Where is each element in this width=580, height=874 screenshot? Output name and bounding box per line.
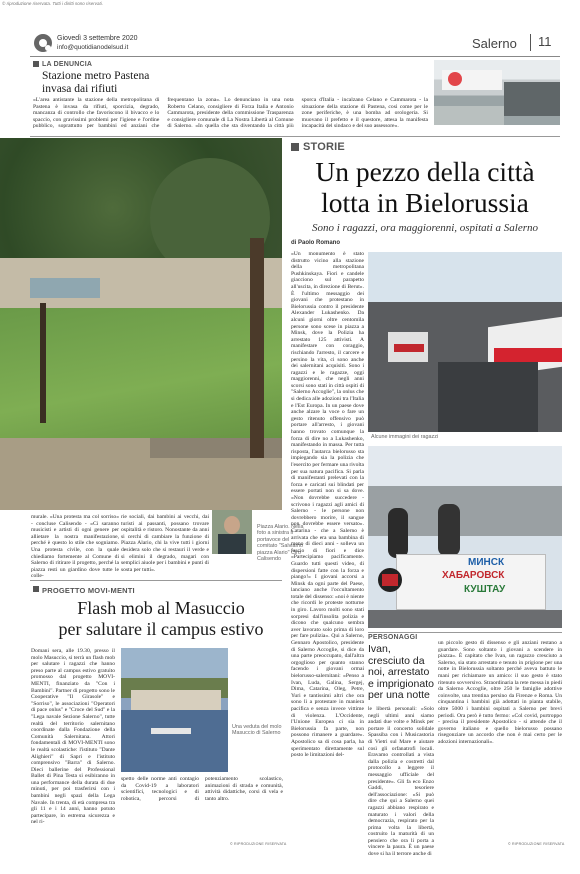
photo-caption-3: Alcune immagini dei ragazzi bbox=[371, 434, 439, 440]
sidebar-body-2: un piccolo gesto di dissenso e gli anziani restano a guardare. Sono soltanto i giovani a scendere in piazza». È capitato che Ivan, un ragazzo cresciuto a Salerno, sia stato arrestato e tenuto in prigione per una notte in Bielorussia soltanto perché aveva battuto le mani per richiamare un amico: il suo gesto è stato ritenuto sovversivo. Straordinaria la rete messa in piedi da Salerno Accoglie, oltre 250 le famiglie adottive coinvolte, una trentina persino da Firenze e Roma. Un cinquantina i bambini già adottati in pianta stabile, oltre 5000 i bambini ospitati a Salerno per brevi periodi. Ora però è tutto fermo: «Col covid, purtroppo - precisa il presidente Apostolico - si attende che il governo italiano e quello bielorusso possano risegonziare un accordo che non è mai certo per le adozioni internazionali». bbox=[438, 640, 562, 745]
article-body-3: «Un monumento è stato distrutto vicino alla stazione della metropolitana Pushkinskaya. Fiori e candele giacciono sul parapetto all'uscita, in direzione di Berut». È l'ultimo messaggio dei giovani che protestano in Bielorussia contro il presidente Alexander Lukashenko. Da alcuni giorni oltre centomila persone sono scese in piazza a Minsk, dove la Polizia ha arrestato 125 attivisti. A manifestare con coraggio, rischiando l'arresto, il carcere e persino la vita, ci sono anche dei salernitani acquisiti. Sono i ragazzi e le ragazze, oggi maggiorenni, che negli anni scorsi sono stati in città ospiti di "Salerno Accoglie", la onlus che si dedica alle adozioni tra l'Italia e l'Est Europa. In un paese dove anche alzare la voce o fare un gesto ritenuto offensivo può portare all'arresto, i giovani hanno trovato comunque la forza di dire no a Lukashenko, manifestando in massa. Per tutta risposta, l'autarca bielorusso sta impiegando sia la polizia che l'esercito per fermare una rivolta per sua natura pacifica. Si parla di manifestanti prelevati con la forza e caricati sui blindati per essere portati non si sa dove. «Non dovrebbe succedere - scrivono i ragazzi agli amici di Salerno - le persone non dovrebbero morire, il sangue non dovrebbe essere versato». Catarina - che a Salerno è arrivata che era una bambina di meno di dieci anni - solleva un fascio di fiori e dice «Partecipiamo pacificamente. Guardo tutti questi video, di dispersioni fatte con la forza e piango!» I giovani accorsi a Minsk da ogni parte del Paese, lanciano anche l'occultamento totale del dissenso: «noi è niente che ricordi le proteste notturne in giro. Lavoro molti sono stati sorpresi dall'insolita polizia e dicono che qualcuno sembra aver lavorato solo prima di loro per fare pulizia». Qui a Salerno, Gennaro Apostolico, presidente di Salerno Accoglie, si dice da una parte preoccupato, dall'altra orgoglioso per quanto stanno facendo i giovani ormai bielorusso-salernitani: «Penso a Ivan, Luda, Galina, Sergej, Dima, Catarina, Oleg, Petre, Yuri e tantissimi altri che ora sono lì a protestare in maniera pacifica e senza invece vittime di violenza. L'Occidente, l'Unione Europea ci sia in Bielorussia fa parte, non possono rimanere a guardare». Apostolico sa di cosa parla, ha sperimentato direttamente sul posto le limitazioni del- bbox=[291, 251, 364, 759]
publisher-email[interactable]: info@quotidianodelsud.it bbox=[57, 44, 129, 51]
page-number: 11 bbox=[538, 34, 552, 49]
header-divider bbox=[530, 34, 531, 51]
section-rule-3 bbox=[368, 632, 562, 633]
article-kicker-2: PROGETTO MOVI-MENTI bbox=[42, 586, 135, 595]
article-kicker: LA DENUNCIA bbox=[42, 61, 93, 68]
article-continuation: murale. «Una protesta ma col sorriso» - concluse Calisendo - «Ci saranno musicisti e artisti di ogni genere per allietare la nostra manifestazione, perché è questo lo stile che sogniamo. Una protesta civile, con la quale chiediamo fortemente al Comune di Salerno di ritirare il progetto, perché la piazza resti un giardino dove tutte le colle- bbox=[31, 514, 119, 580]
article-headline-3: Un pezzo della città lotta in Bielorussia bbox=[315, 156, 535, 218]
protest-sign-minsk: МИНСК bbox=[468, 557, 505, 568]
copyright-notice: © riproduzione riservata. Tutti i diritti sono riservati. bbox=[2, 1, 104, 6]
protest-sign-kushtau: КУШТАУ bbox=[464, 584, 506, 595]
protest-photo-2 bbox=[368, 446, 562, 628]
protest-photo-1 bbox=[368, 252, 562, 432]
photo-caption-2: Una veduta del molo Masuccio di Salerno bbox=[232, 724, 282, 737]
article-body: «L'area antistante la stazione della metropolitana di Pastena è invasa da rifiuti, sporcizia, degrado, mancanza di controllo che favoriscono il bivacco e lo spaccio, con gravissimi problemi per l'igiene e l'ordine pubblico, soprattutto per bambini ed anziani che frequentano la zona». Lo denunciano in una nota Roberto Celano, consigliere di Forza Italia e Antonio Cammarota, presidente della commissione Trasparenza e consigliere comunale di La Nostra Libertà al Comune di Salerno. «In quella che sta diventando la città più sporca d'Italia - incalzano Celano e Cammarota - la situazione della stazione di Pastena, così come per le zone periferiche, è una bomba ad orologeria. Si muovano il prefetto e il questore, attesa la manifesta incapacità del sindaco e del suo assessore». bbox=[33, 97, 428, 130]
portrait-photo bbox=[212, 510, 252, 554]
article-kicker-3: STORIE bbox=[303, 141, 345, 153]
issue-date: Giovedì 3 settembre 2020 bbox=[57, 35, 138, 42]
sidebar-headline: Ivan, cresciuto da noi, arrestato e imprigionato per una notte bbox=[368, 643, 434, 701]
copyright-mark: © RIPRODUZIONE RISERVATA bbox=[230, 842, 287, 846]
sidebar-kicker: PERSONAGGI bbox=[368, 634, 418, 641]
metro-station-photo bbox=[434, 60, 560, 125]
article-headline: Stazione metro Pastena invasa dai rifiuti bbox=[42, 70, 150, 95]
sidebar-body: le libertà personali: «Solo negli ultimi anni siamo andati due volte e Minsk per portare il concerto solidale Spassiba con i Musicastoria di Vietri sul Mare e aiutare così gli orfanatrofi locali. Eravamo controllati a vista dalla polizia e costretti dal protocollo a leggere il messaggio ufficiale del presidente». Gli fa eco Enzo Gaddi, tesoriere dell'associazione: «Si può dire che qui a Salerno quei ragazzi abbiano respirato e maturato i valori della democrazia, respirato per la prima volta la libertà, costruito la maturità di un pensiero che ora li porta a vincere la paura. È un paese dove si ha il terrore anche di bbox=[368, 706, 434, 858]
section-name: Salerno bbox=[472, 36, 517, 51]
protest-sign-khabarovsk: ХАБАРОВСК bbox=[442, 570, 505, 581]
section-rule-2 bbox=[30, 580, 282, 581]
section-rule bbox=[30, 136, 560, 137]
article-continuation-2: rie sociali, dai bambini ai vecchi, dai turisti ai passanti, possano trovare ospitalità e ristoro. Nonostante da anni si cerchi di cambiare la funzione di Piazza Alario, chi la vive tutti i giorni desidera solo che si restauri il verde e si elimini il degrado, magari con semplici aiuole per i bambini e punti di sosta per tutti». bbox=[121, 514, 209, 573]
article-body-2b: spetto delle norme anti contagio da Covid-19 a laboratori scientifici, tecnologici e di robotica, percorsi di potenziamento scolastico, animazioni di strada e comunità, attività didattiche, corsi di vela e tanto altro. bbox=[121, 776, 283, 802]
header-rule bbox=[30, 56, 560, 57]
article-headline-2: Flash mob al Masuccio per salutare il campus estivo bbox=[58, 598, 264, 639]
byline: di Paolo Romano bbox=[291, 240, 341, 246]
article-subtitle: Sono i ragazzi, ora maggiorenni, ospitati a Salerno bbox=[311, 222, 539, 234]
molo-masuccio-photo bbox=[121, 648, 228, 772]
copyright-mark-2: © RIPRODUZIONE RISERVATA bbox=[508, 842, 565, 846]
newspaper-logo-icon bbox=[34, 34, 52, 52]
park-photo bbox=[0, 138, 282, 510]
article-body-2: Domani sera, alle 19.30, presso il molo Masuccio, si terrà un flash mob per salutare i ragazzi che hanno preso parte al campus estivo gratuito promosso dal progetto MOVI-MENTI, finanziato da "Con i Bambini". Partner di progetto sono le Cooperative "Il Girasole" e "Sorriso", le associazioni "Operatori di pace onlus" e "Croce del Sud" e la "Lega navale Sezione Salerno", tutte realtà del territorio salernitano coordinate dalla Fondazione della Comunità Salernitana. Attori fondamentali di MOVI-MENTI sono le realtà scolastiche: l'istituto "Dante Alighieri" di Sapri e l'istituto comprensivo "Barra" di Salerno. Dieci ballerine del Professional Ballet di Pina Testa si esibiranno in una performance della durata di due minuti, per poi trasferirsi con i bambini negli spazi della Lega Navale. In trenta, di età compresa tra gli 11 e i 14 anni, hanno potuto partecipare, in estrema sicurezza e nel ri- bbox=[31, 648, 115, 826]
photo-caption: Piazza Alario. Nella foto a sinistra il portavoce del comitato "Salviamo piazza Alario" Ciro Calisendo bbox=[257, 524, 304, 563]
